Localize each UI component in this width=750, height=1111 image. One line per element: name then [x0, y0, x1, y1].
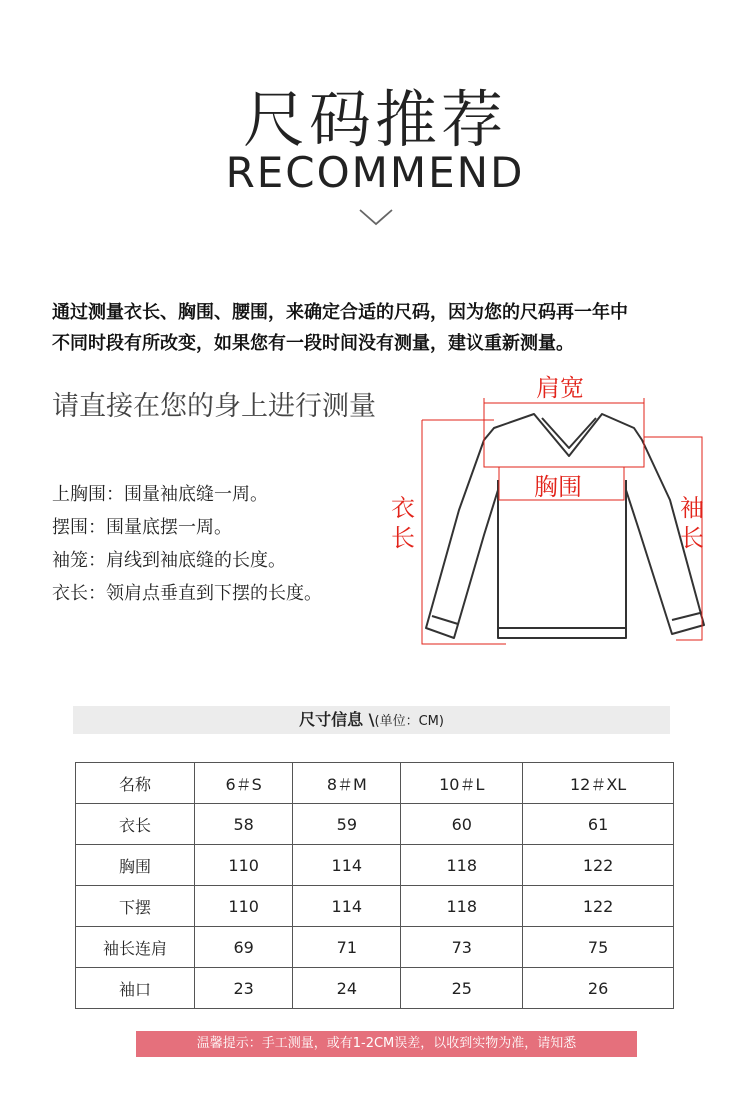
- table-cell: 58: [195, 804, 293, 845]
- table-cell: 118: [401, 845, 523, 886]
- chevron-down-icon: [358, 206, 394, 228]
- intro-line-2: 不同时段有所改变，如果您有一段时间没有测量，建议重新测量。: [52, 333, 574, 354]
- size-info-unit: (单位：CM): [374, 714, 444, 729]
- table-cell: 26: [523, 968, 674, 1009]
- size-info-heading: 尺寸信息: [299, 710, 364, 729]
- table-cell: 122: [523, 845, 674, 886]
- length-label-top: 衣: [391, 494, 415, 522]
- table-row: [76, 804, 674, 845]
- table-cell: 61: [523, 804, 674, 845]
- header-cell: 10＃L: [401, 763, 523, 804]
- table-cell: 23: [195, 968, 293, 1009]
- chest-label: 胸围: [534, 473, 582, 501]
- shoulder-width-label: 肩宽: [536, 374, 584, 402]
- table-row: [76, 927, 674, 968]
- header-cell: 12＃XL: [523, 763, 674, 804]
- table-header-row: [76, 763, 674, 804]
- sleeve-label-top: 袖: [680, 494, 704, 522]
- length-label-bottom: 长: [391, 524, 415, 552]
- table-cell: 60: [401, 804, 523, 845]
- table-cell: 71: [293, 927, 401, 968]
- intro-line-1: 通过测量衣长、胸围、腰围，来确定合适的尺码，因为您的尺码再一年中: [52, 302, 628, 323]
- table-cell: 118: [401, 886, 523, 927]
- table-row: [76, 968, 674, 1009]
- measure-heading: 请直接在您的身上进行测量: [52, 391, 376, 422]
- table-cell: 69: [195, 927, 293, 968]
- tip-text: 温馨提示：手工测量，或有1-2CM误差，以收到实物为准，请知悉: [196, 1036, 577, 1051]
- definition-chest: 上胸围：围量袖底缝一周。: [52, 484, 268, 505]
- table-cell: 衣长: [76, 804, 195, 845]
- table-cell: 胸围: [76, 845, 195, 886]
- page-title: 尺码推荐: [242, 83, 507, 156]
- table-row: [76, 845, 674, 886]
- table-cell: 122: [523, 886, 674, 927]
- table-cell: 110: [195, 886, 293, 927]
- header-cell: 名称: [76, 763, 195, 804]
- table-cell: 25: [401, 968, 523, 1009]
- table-row: [76, 886, 674, 927]
- size-info-separator: \: [368, 710, 375, 729]
- header-cell: 6＃S: [195, 763, 293, 804]
- sleeve-label-bottom: 长: [680, 524, 704, 552]
- table-cell: 袖口: [76, 968, 195, 1009]
- size-table: [75, 762, 674, 1009]
- table-cell: 59: [293, 804, 401, 845]
- table-cell: 下摆: [76, 886, 195, 927]
- table-cell: 袖长连肩: [76, 927, 195, 968]
- header-cell: 8＃M: [293, 763, 401, 804]
- table-cell: 73: [401, 927, 523, 968]
- size-info-title: [73, 706, 670, 734]
- table-cell: 114: [293, 845, 401, 886]
- intro-paragraph: [52, 297, 732, 359]
- table-cell: 75: [523, 927, 674, 968]
- definition-hem: 摆围：围量底摆一周。: [52, 517, 232, 538]
- table-cell: 114: [293, 886, 401, 927]
- definition-armhole: 袖笼：肩线到袖底缝的长度。: [52, 550, 286, 571]
- table-cell: 110: [195, 845, 293, 886]
- sweater-outline: [426, 414, 704, 638]
- page-subtitle: RECOMMEND: [225, 148, 525, 197]
- definition-length: 衣长：领肩点垂直到下摆的长度。: [52, 583, 322, 604]
- table-cell: 24: [293, 968, 401, 1009]
